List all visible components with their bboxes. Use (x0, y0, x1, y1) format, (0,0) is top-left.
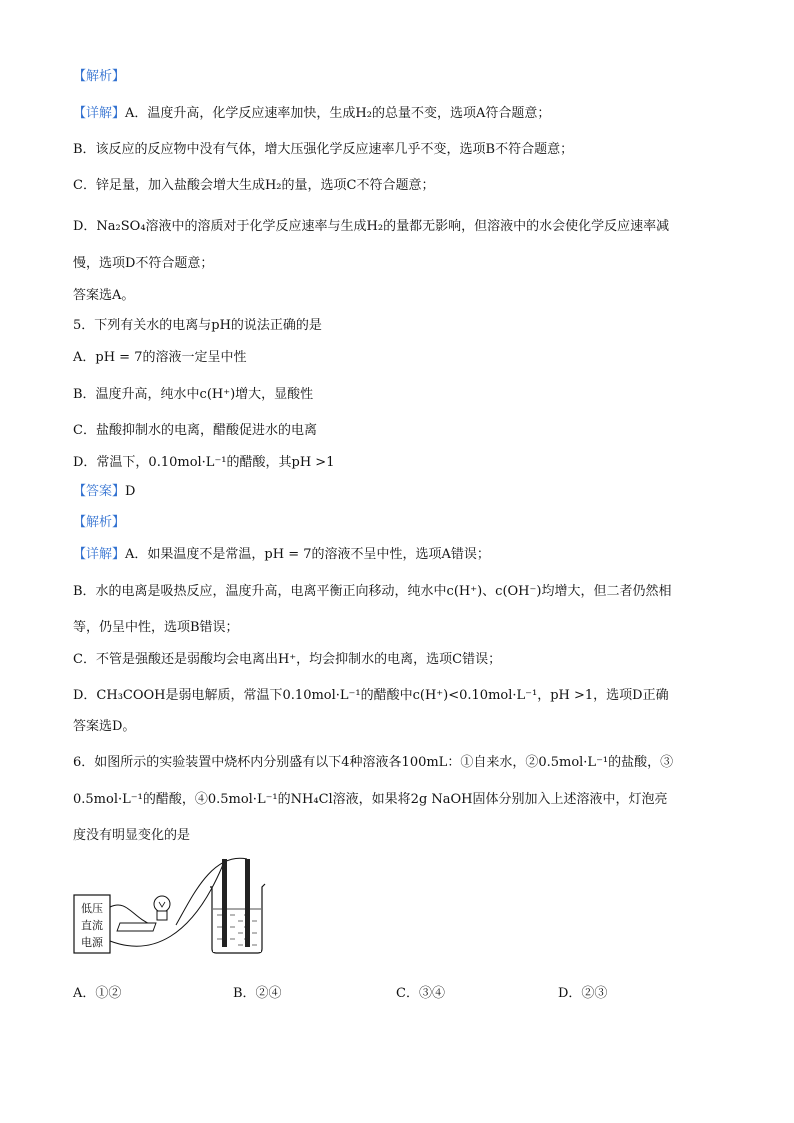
q5-stem: 5．下列有关水的电离与pH的说法正确的是 (73, 318, 322, 333)
figure-label-2: 直流 (81, 919, 103, 932)
electrode-left (222, 859, 227, 947)
q5-answer-line (73, 482, 135, 502)
experiment-apparatus-figure (72, 857, 272, 962)
q6-option-c: C．③④ (396, 986, 445, 1001)
q5-detail-c: C．不管是强酸还是弱酸均会电离出H⁺，均会抑制水的电离，选项C错误； (73, 652, 502, 667)
q4-detail-a-text: A．温度升高，化学反应速率加快，生成H₂的总量不变，选项A符合题意； (125, 106, 551, 121)
figure-label-1: 低压 (81, 902, 103, 915)
q4-detail-a (73, 104, 550, 124)
figure-label-3: 电源 (81, 936, 103, 949)
detail-tag: 【详解】 (73, 106, 126, 121)
beaker-solution (213, 909, 261, 952)
q6-stem-line3: 度没有明显变化的是 (73, 828, 191, 843)
q5-answer: 答案选D。 (73, 719, 136, 734)
wire-top (110, 905, 152, 925)
q4-detail-d-line2: 慢，选项D不符合题意； (73, 256, 214, 271)
q5-answer-value: D (125, 484, 136, 499)
q6-stem-line2: 0.5mol·L⁻¹的醋酸，④0.5mol·L⁻¹的NH₄Cl溶液，如果将2g NaOH固体分别加入上述溶液中，灯泡亮 (73, 792, 668, 807)
q6-option-a: A．①② (73, 986, 122, 1001)
q6-stem-line1: 6．如图所示的实验装置中烧杯内分别盛有以下4种溶液各100mL：①自来水，②0.5mol·L⁻¹的盐酸，③ (73, 755, 674, 770)
lamp-base (117, 923, 156, 931)
analysis-tag (73, 67, 125, 87)
q6-option-b: B．②④ (233, 986, 282, 1001)
lamp-bulb (154, 896, 170, 912)
q4-detail-c: C．锌足量，加入盐酸会增大生成H₂的量，选项C不符合题意； (73, 178, 435, 193)
q4-answer: 答案选A。 (73, 288, 135, 303)
q6-option-d: D．②③ (558, 986, 608, 1001)
q4-detail-b: B．该反应的反应物中没有气体，增大压强化学反应速率几乎不变，选项B不符合题意； (73, 142, 574, 157)
electrode-right (245, 859, 250, 947)
lamp-socket (157, 911, 167, 920)
q5-detail-b-line1: B．水的电离是吸热反应，温度升高，电离平衡正向移动，纯水中c(H⁺)、c(OH⁻)均增大，但二者仍然相 (73, 584, 672, 599)
q5-option-a: A．pH = 7的溶液一定呈中性 (73, 350, 247, 365)
q5-detail-a (73, 545, 490, 565)
q5-detail-a-text: A．如果温度不是常温，pH = 7的溶液不呈中性，选项A错误； (125, 547, 490, 562)
analysis-tag-text: 【解析】 (73, 69, 126, 84)
q5-option-d: D．常温下，0.10mol·L⁻¹的醋酸，其pH >1 (73, 455, 335, 470)
answer-tag: 【答案】 (73, 484, 126, 499)
analysis-tag-text-2: 【解析】 (73, 515, 126, 530)
q5-analysis-tag (73, 513, 125, 533)
q5-detail-d: D．CH₃COOH是弱电解质，常温下0.10mol·L⁻¹的醋酸中c(H⁺)<0.10mol·L⁻¹，pH >1，选项D正确 (73, 688, 669, 703)
q5-option-b: B．温度升高，纯水中c(H⁺)增大，显酸性 (73, 387, 314, 402)
q4-detail-d-line1: D．Na₂SO₄溶液中的溶质对于化学反应速率与生成H₂的量都无影响，但溶液中的水会使化学反应速率减 (73, 219, 670, 234)
q5-detail-b-line2: 等，仍呈中性，选项B错误； (73, 620, 239, 635)
q5-option-c: C．盐酸抑制水的电离，醋酸促进水的电离 (73, 423, 317, 438)
detail-tag-2: 【详解】 (73, 547, 126, 562)
